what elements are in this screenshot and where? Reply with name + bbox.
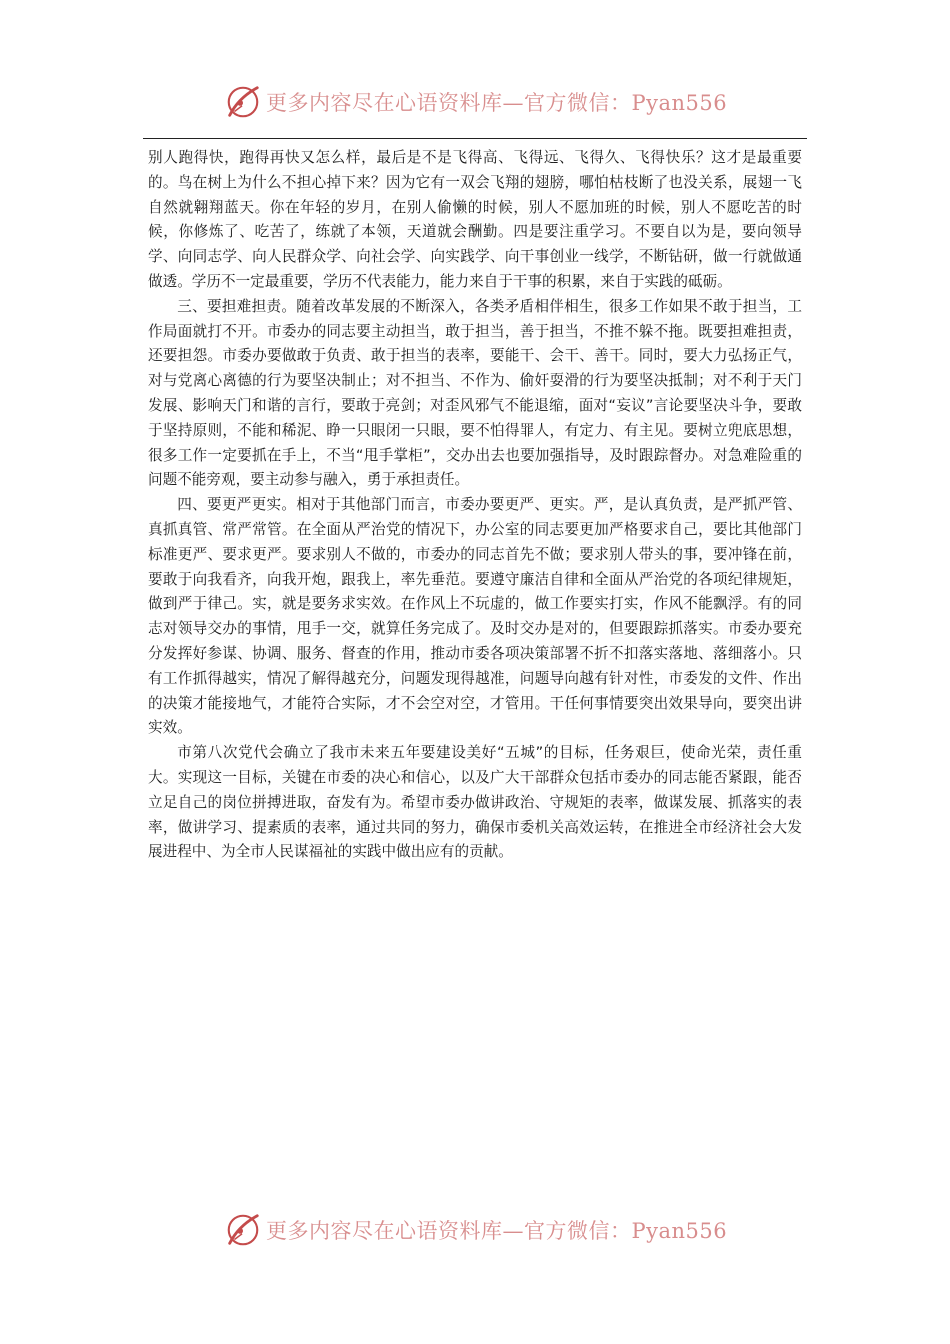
paragraph: 三、要担难担责。随着改革发展的不断深入，各类矛盾相伴相生，很多工作如果不敢于担当，工作局面就打不开。市委办的同志要主动担当，敢于担当，善于担当，不推不躲不拖。既要担难担责，还要担怨。市委办要做敢于负责、敢于担当的表率，要能干、会干、善干。同时，要大力弘扬正气，对与党离心离德的行为要坚决制止；对不担当、不作为、偷奸耍滑的行为要坚决抵制；对不利于天门发展、影响天门和谐的言行，要敢于亮剑；对歪风邪气不能退缩，面对“妄议”言论要坚决斗争，要敢于坚持原则，不能和稀泥、睁一只眼闭一只眼，要不怕得罪人，有定力、有主见。要树立兜底思想，很多工作一定要抓在手上，不当“甩手掌柜”，交办出去也要加强指导，及时跟踪督办。对急难险重的问题不能旁观，要主动参与融入，勇于承担责任。 [148, 297, 802, 489]
footer-banner-text: 更多内容尽在心语资料库—官方微信：Pyan556 [266, 1219, 728, 1243]
paragraph: 市第八次党代会确立了我市未来五年要建设美好“五城”的目标，任务艰巨，使命光荣，责任重大。实现这一目标，关键在市委的决心和信心，以及广大干部群众包括市委办的同志能否紧跟，能否立足自己的岗位拼搏进取，奋发有为。希望市委办做讲政治、守规矩的表率，做谋发展、抓落实的表率，做讲学习、提素质的表率，通过共同的努力，确保市委机关高效运转，在推进全市经济社会大发展进程中、为全市人民谋福祉的实践中做出应有的贡献。 [148, 744, 802, 861]
header-banner-text: 更多内容尽在心语资料库—官方微信：Pyan556 [266, 91, 728, 115]
footer-banner [224, 1210, 744, 1250]
paragraph: 四、要更严更实。相对于其他部门而言，市委办要更严、更实。严，是认真负责，是严抓严管、真抓真管、常严常管。在全面从严治党的情况下，办公室的同志要更加严格要求自己，要比其他部门标准更严、要求更严。要求别人不做的，市委办的同志首先不做；要求别人带头的事，要冲锋在前，要敢于向我看齐，向我开炮，跟我上，率先垂范。要遵守廉洁自律和全面从严治党的各项纪律规矩，做到严于律己。实，就是要务求实效。在作风上不玩虚的，做工作要实打实，作风不能飘浮。有的同志对领导交办的事情，甩手一交，就算任务完成了。及时交办是对的，但要跟踪抓落实。市委办要充分发挥好参谋、协调、服务、督查的作用，推动市委各项决策部署不折不扣落实落地、落细落小。只有工作抓得越实，情况了解得越充分，问题发现得越准，问题导向越有针对性，市委发的文件、作出的决策才能接地气，才能符合实际，才不会空对空，才管用。干任何事情要突出效果导向，要突出讲实效。 [148, 496, 802, 737]
body-text [148, 146, 802, 865]
pen-circle-logo-icon [224, 83, 262, 121]
header-divider [143, 138, 807, 139]
header-banner [224, 82, 744, 122]
paragraph: 别人跑得快，跑得再快又怎么样，最后是不是飞得高、飞得远、飞得久、飞得快乐？这才是最重要的。鸟在树上为什么不担心掉下来？因为它有一双会飞翔的翅膀，哪怕枯枝断了也没关系，展翅一飞自然就翱翔蓝天。你在年轻的岁月，在别人偷懒的时候，别人不愿加班的时候，别人不愿吃苦的时候，你修炼了、吃苦了，练就了本领，天道就会酬勤。四是要注重学习。不要自以为是，要向领导学、向同志学、向人民群众学、向社会学、向实践学、向干事创业一线学，不断钻研，做一行就做通做透。学历不一定最重要，学历不代表能力，能力来自于干事的积累，来自于实践的砥砺。 [148, 149, 802, 290]
pen-circle-logo-icon [224, 1211, 262, 1249]
